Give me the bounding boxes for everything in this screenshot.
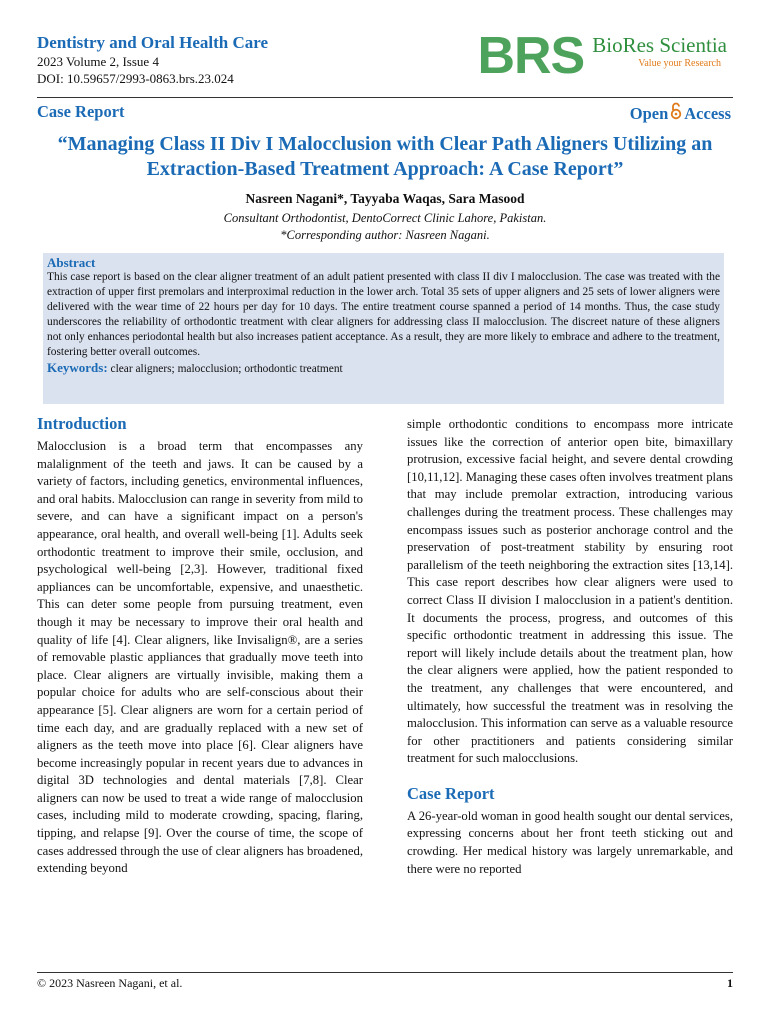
abstract-box — [43, 253, 724, 404]
publisher-logo[interactable] — [477, 27, 727, 85]
abstract-heading: Abstract — [47, 255, 96, 270]
page-number: 1 — [727, 976, 733, 990]
open-access-left: Open — [629, 103, 669, 123]
page-footer — [37, 976, 733, 991]
header-divider — [37, 97, 733, 98]
open-access-badge[interactable] — [630, 102, 731, 125]
journal-header — [37, 27, 737, 91]
introduction-text-right: simple orthodontic conditions to encompass more intricate issues like the correction of anterior open bite, bimaxillary protrusion, excessive facial height, and severe dental crowding [10,11,12]. Managing these cases often involves treatment plans that may include premolar extraction, introducing various challenges during the treatment process. These challenges may encompass issues such as posterior anchorage control and the preservation of post-treatment stability by ensuring root parallelism of the teeth neighboring the extraction sites [13,14]. This case report describes how clear aligners were used to correct Class II division I malocclusion in a patient's dentition. It documents the process, progress, and outcomes of this specific orthodontic treatment in addressing this issue. The report will likely include details about the treatment plan, how the clear aligners were applied, how the patient responded to the treatment, any challenges that were encountered, and ultimately, how successful the treatment was in resolving the malocclusion. This information can serve as a valuable resource for other practitioners and patients considering similar treatment for such malocclusions. — [407, 417, 733, 766]
introduction-heading: Introduction — [37, 414, 127, 433]
affiliation: Consultant Orthodontist, DentoCorrect Clinic Lahore, Pakistan. — [223, 211, 547, 225]
left-column — [37, 412, 363, 878]
publisher-text — [592, 33, 727, 71]
paper-title: “Managing Class II Div I Malocclusion with Clear Path Aligners Utilizing an Extraction-Based Treatment Approach: A Case Report” — [57, 133, 713, 180]
keywords-line — [47, 360, 720, 377]
copyright: © 2023 Nasreen Nagani, et al. — [37, 976, 183, 990]
journal-name[interactable]: Dentistry and Oral Health Care — [37, 33, 269, 52]
keywords-label: Keywords: — [47, 360, 108, 375]
keywords: clear aligners; malocclusion; orthodontic treatment — [110, 363, 343, 375]
abstract-text: This case report is based on the clear aligner treatment of an adult patient presented with class II div I malocclusion. The case was treated with the extraction of upper first premolars and interproximal reduction in the lower arch. Total 35 sets of upper aligners and 25 sets of lower aligners were delivered with the wear time of 22 hours per day for 10 days. The entire treatment course spanned a period of 14 months. Thus, the case study underscores the reliability of orthodontic treatment with clear aligners for addressing class II malocclusion. The discreet nature of these aligners not only enhances periodontal health but also increases patient acceptance. As a result, they are more likely to embrace and adhere to the treatment, fostering better overall outcomes. — [47, 271, 720, 358]
publisher-name: BioRes Scientia — [592, 33, 727, 57]
open-access-right: Access — [684, 103, 731, 123]
authors: Nasreen Nagani*, Tayyaba Waqas, Sara Masood — [245, 191, 525, 206]
journal-volume: 2023 Volume 2, Issue 4 — [37, 54, 159, 69]
footer-divider — [37, 972, 733, 973]
brs-logo-mark: BRS — [477, 27, 585, 85]
case-report-heading: Case Report — [407, 783, 495, 803]
doi[interactable]: DOI: 10.59657/2993-0863.brs.23.024 — [37, 71, 234, 86]
right-column — [407, 416, 733, 878]
introduction-text-left: Malocclusion is a broad term that encompasses any malalignment of the teeth and jaws. It can be caused by a variety of factors, including genetics, environmental influences, and oral habits. Malocclusion can range in severity from mild to severe, and can have a significant impact on a person's appearance, oral health, and overall well-being [1]. Adults seek orthodontic treatment to improve their smile, occlusion, and psychological well-being [2,3]. However, traditional fixed appliances can be uncomfortable, expensive, and unaesthetic. This can deter some people from pursuing treatment, even though it may be necessary to improve their oral health and quality of life [4]. Clear aligners, like Invisalign®, are a series of removable plastic appliances that gradually move teeth into place. Clear aligners are virtually invisible, making them a popular choice for adults who are self-conscious about their appearance [5]. Clear aligners are worn for a certain period of time each day, and are gradually replaced with a new set of aligners as the teeth move into place [6]. Clear aligners have become increasingly popular in recent years due to advances in digital 3D technologies and dental materials [7,8]. Clear aligners can now be used to treat a wide range of malocclusion cases, including mild to moderate crowding, spacing, flaring, tipping, and relapse [9]. Over the course of time, the scope of cases addressed through the use of clear aligners has broadened, extending beyond — [37, 439, 363, 876]
corresponding-author: *Corresponding author: Nasreen Nagani. — [280, 228, 490, 242]
affiliation-block — [37, 210, 733, 244]
publisher-tagline: Value your Research — [638, 58, 721, 69]
article-type: Case Report — [37, 102, 125, 121]
open-access-icon — [670, 102, 682, 125]
case-report-text: A 26-year-old woman in good health sought our dental services, expressing concerns about her front teeth sticking out and crowding. Her medical history was largely unremarkable, and there were no reported — [407, 808, 733, 876]
